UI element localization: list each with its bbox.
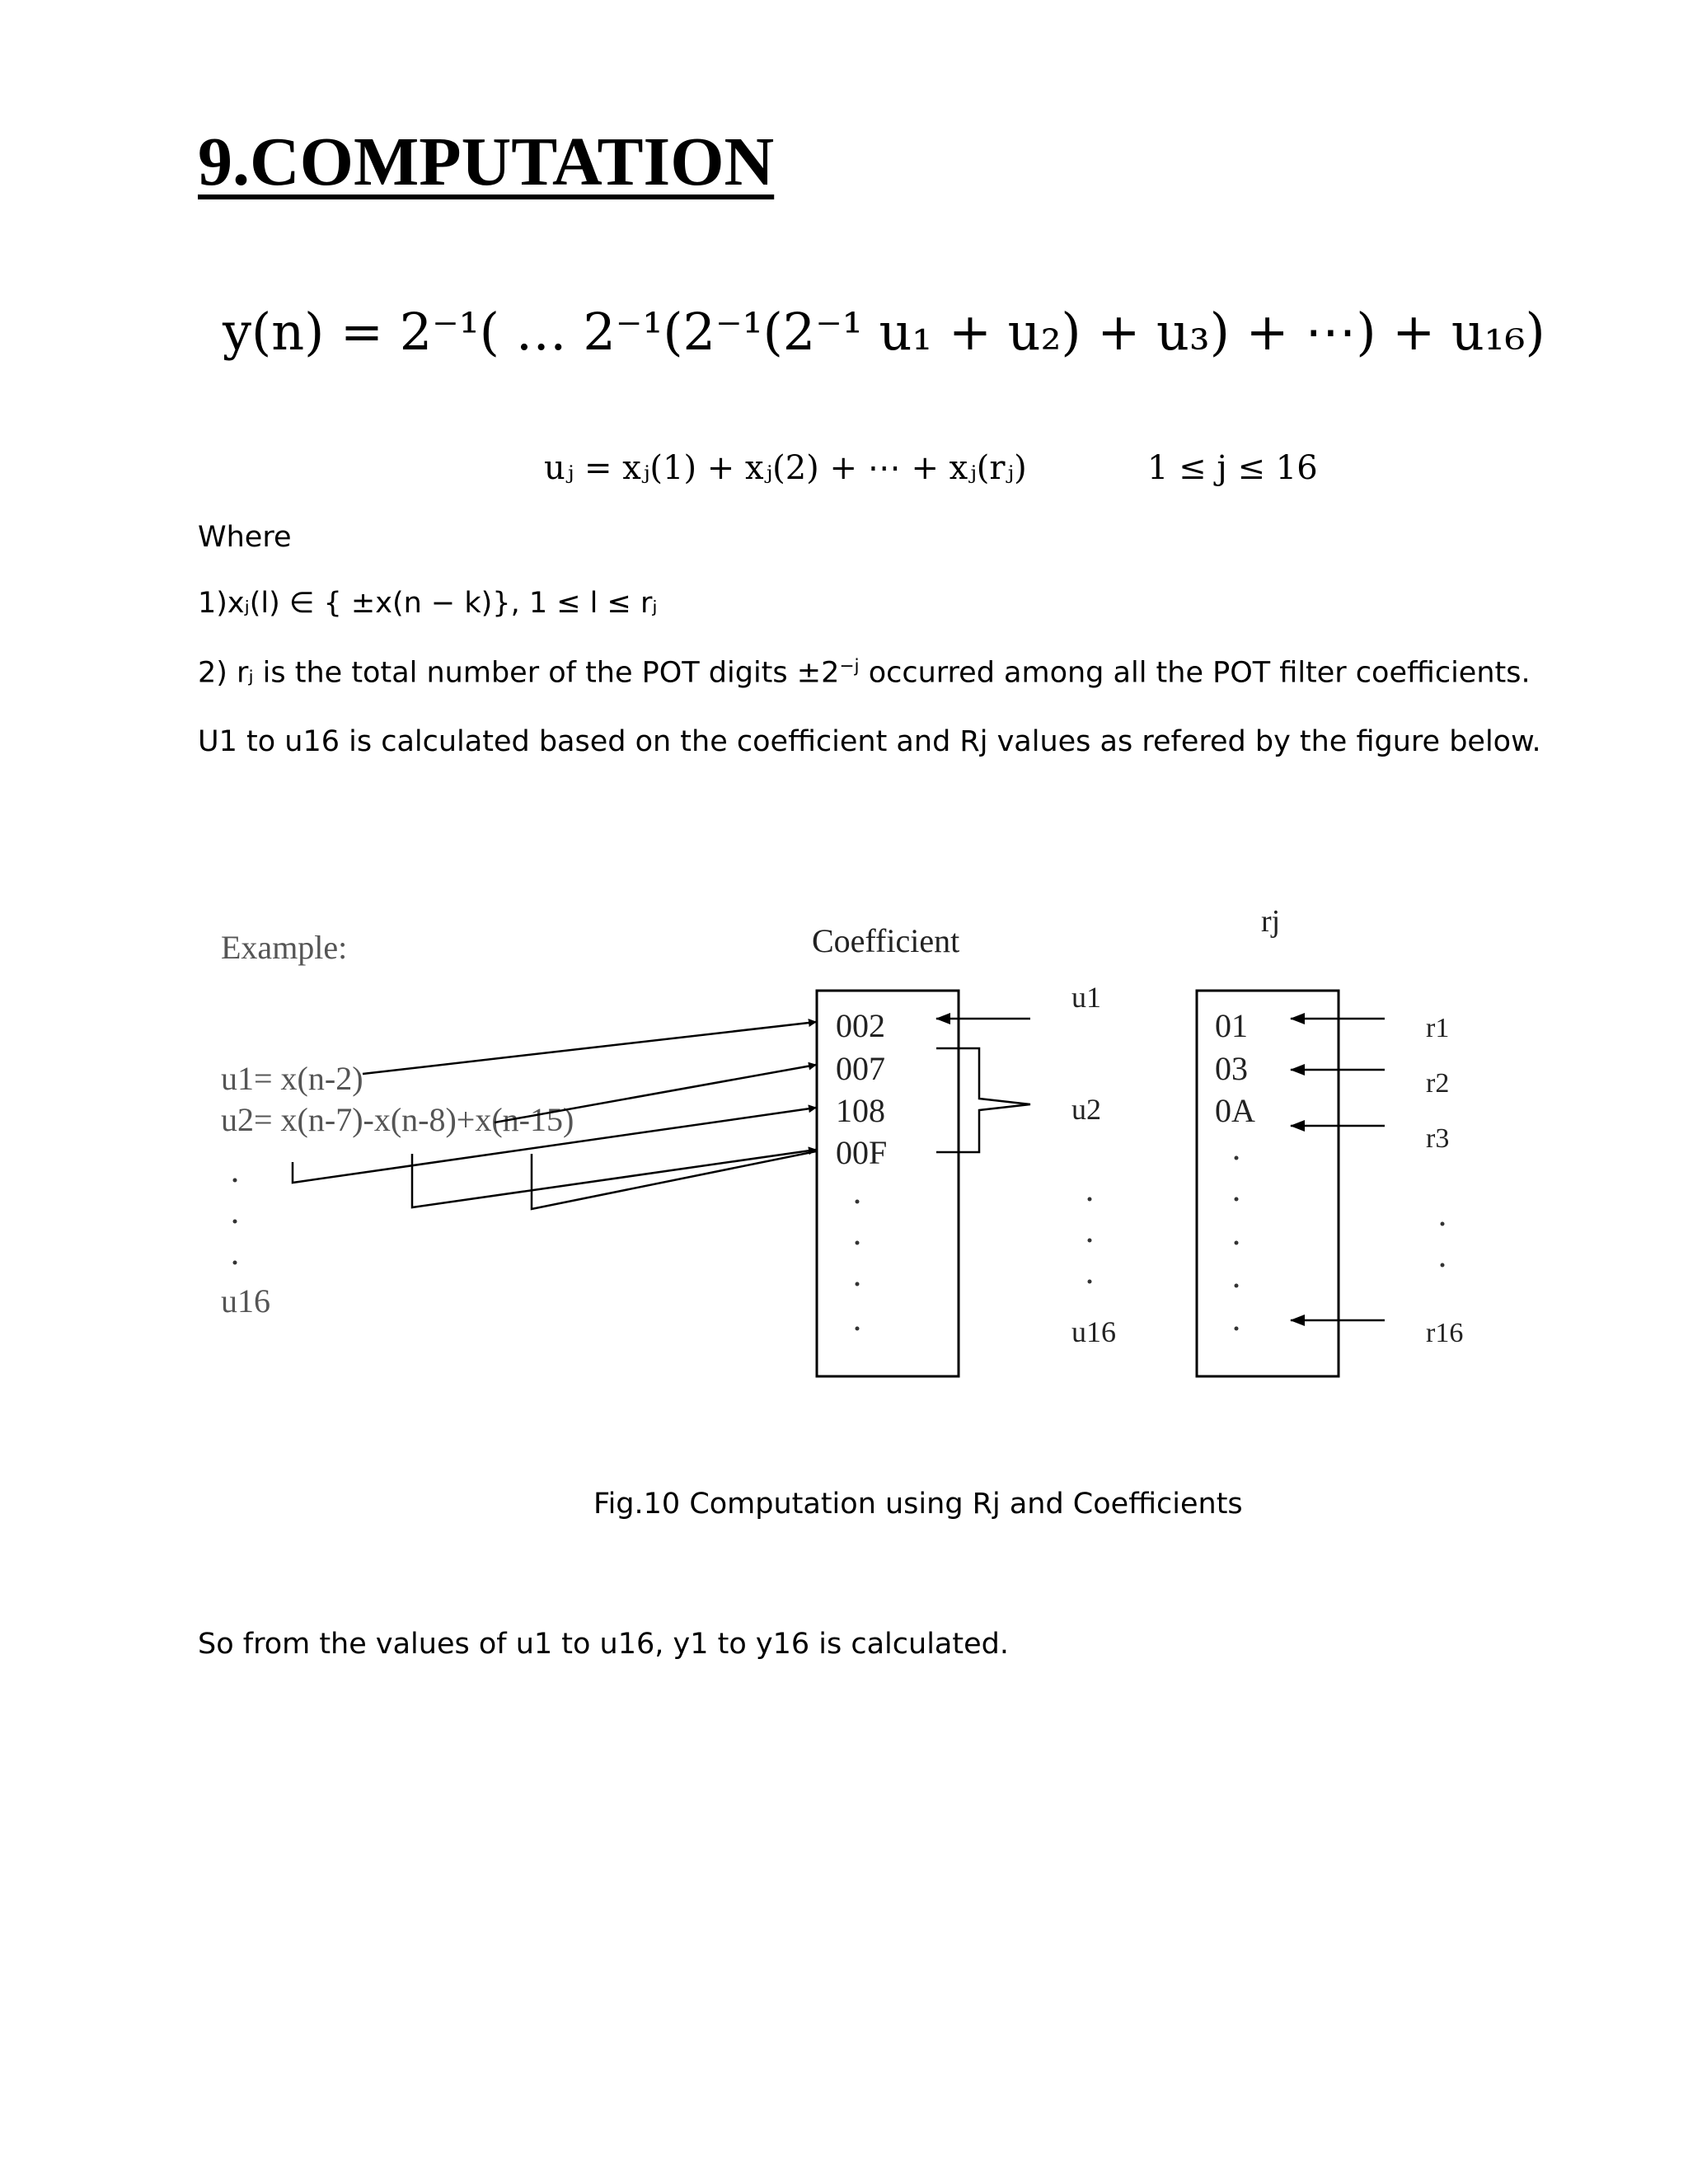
figure-caption: Fig.10 Computation using Rj and Coefficients <box>593 1488 1243 1521</box>
r-label: r3 <box>1426 1123 1450 1154</box>
section-heading: 9.COMPUTATION <box>198 124 775 200</box>
r-label: r1 <box>1426 1013 1450 1043</box>
example-label: Example: <box>221 929 348 966</box>
u-label: u2 <box>1071 1093 1101 1126</box>
coefficient-value: 002 <box>836 1007 885 1044</box>
u2-expression: u2= x(n-7)-x(n-8)+x(n-15) <box>221 1101 574 1138</box>
r-label: r16 <box>1426 1318 1464 1348</box>
coefficient-header: Coefficient <box>812 922 960 959</box>
rj-table <box>1197 991 1339 1376</box>
rj-value: 03 <box>1215 1050 1248 1087</box>
condition-2-suffix: occurred among all the POT filter coefficients. <box>859 656 1531 690</box>
u-ellipsis-dots <box>1088 1197 1092 1284</box>
rj-value: 0A <box>1215 1092 1255 1129</box>
rj-header: rj <box>1261 904 1281 939</box>
uj-definition: uⱼ = xⱼ(1) + xⱼ(2) + ⋯ + xⱼ(rⱼ) <box>544 449 1027 487</box>
rj-value: 01 <box>1215 1007 1248 1044</box>
uj-range: 1 ≤ j ≤ 16 <box>1147 449 1318 487</box>
u-label: u16 <box>1071 1315 1116 1348</box>
left-ellipsis-dots <box>233 1179 237 1265</box>
main-equation-lhs: y(n) = <box>223 302 400 362</box>
coefficient-value: 108 <box>836 1092 885 1129</box>
u1-expression: u1= x(n-2) <box>221 1060 363 1097</box>
where-label: Where <box>198 521 292 554</box>
figure-reference-note: U1 to u16 is calculated based on the coefficient and Rj values as refered by the figure below. <box>198 725 1541 758</box>
r-ellipsis-dots <box>1441 1222 1445 1268</box>
coefficient-value: 007 <box>836 1050 885 1087</box>
u-label: u1 <box>1071 981 1101 1014</box>
u2-brace <box>936 1048 1030 1152</box>
rj-ellipsis-dots <box>1235 1156 1239 1331</box>
condition-2-exponent: −j <box>839 656 860 677</box>
condition-1: 1)xⱼ(l) ∈ { ±x(n − k)}, 1 ≤ l ≤ rⱼ <box>198 587 658 620</box>
r-label: r2 <box>1426 1068 1450 1099</box>
main-equation-rhs: 2⁻¹( … 2⁻¹(2⁻¹(2⁻¹ u₁ + u₂) + u₃) + ⋯) + u₁₆) <box>399 302 1545 362</box>
condition-2-prefix: 2) rⱼ is the total number of the POT digits ±2 <box>198 656 840 690</box>
u16-label: u16 <box>221 1282 270 1319</box>
coefficient-value: 00F <box>836 1134 888 1171</box>
closing-sentence: So from the values of u1 to u16, y1 to y16 is calculated. <box>198 1628 1009 1661</box>
coefficient-ellipsis-dots <box>856 1200 860 1331</box>
